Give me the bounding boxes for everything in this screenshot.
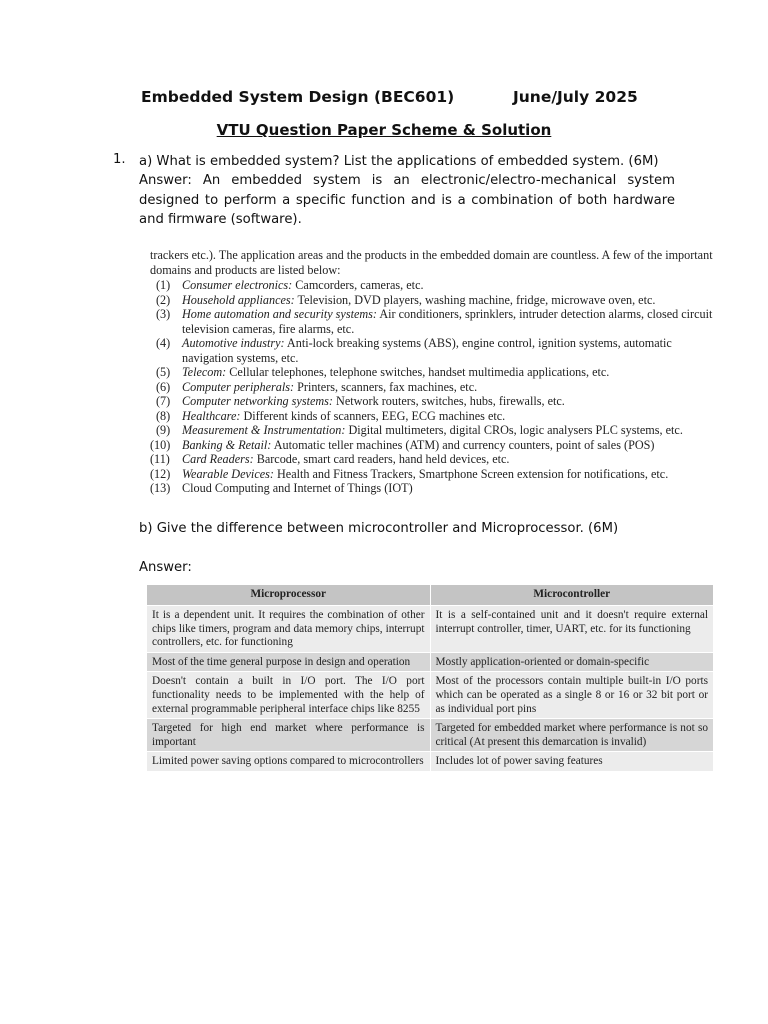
table-cell: It is a self-contained unit and it doesn't require external interrupt controller, timer, UART, etc. for its functioning — [430, 606, 714, 653]
item-examples: Cloud Computing and Internet of Things (IOT) — [182, 481, 413, 495]
table-cell: Doesn't contain a built in I/O port. The I/O port functionality needs to be implemented with the help of external programmable peripheral interface chips like 8255 — [147, 672, 431, 719]
table-row — [147, 672, 714, 719]
list-item — [150, 452, 722, 467]
table-cell: Mostly application-oriented or domain-specific — [430, 652, 714, 672]
item-examples: Printers, scanners, fax machines, etc. — [294, 379, 478, 394]
item-examples: Air conditioners, sprinklers, intruder detection alarms, closed circuit television cameras, fire alarms, etc. — [182, 307, 713, 336]
item-number: (3) — [156, 307, 171, 321]
item-domain: Measurement & Instrumentation: — [182, 423, 346, 437]
list-item — [150, 336, 722, 365]
table-cell: Targeted for embedded market where performance is not so critical (At present this demarcation is invalid) — [430, 719, 714, 752]
item-examples: Network routers, switches, hubs, firewalls, etc. — [332, 394, 565, 408]
table-cell: Targeted for high end market where performance is important — [147, 719, 431, 752]
exam-session: June/July 2025 — [513, 88, 638, 106]
item-domain: Computer peripherals: — [182, 379, 295, 394]
item-domain: Automotive industry: — [182, 336, 285, 350]
item-domain: Healthcare: — [182, 408, 241, 423]
item-domain: Card Readers: — [182, 452, 254, 466]
item-examples: Barcode, smart card readers, hand held devices, etc. — [253, 452, 510, 466]
item-number: (1) — [156, 278, 171, 292]
item-number: (12) — [150, 466, 171, 481]
list-item — [150, 307, 722, 336]
table-cell: It is a dependent unit. It requires the combination of other chips like timers, program and data memory chips, interrupt controllers, etc. for functioning — [147, 606, 431, 653]
applications-excerpt — [150, 248, 722, 496]
item-domain: Household appliances: — [182, 292, 295, 307]
answer-1b-label: Answer: — [139, 560, 192, 575]
list-item — [150, 467, 722, 482]
column-header-microcontroller: Microcontroller — [430, 585, 714, 606]
table-row — [147, 752, 714, 772]
list-item — [150, 293, 722, 308]
item-number: (5) — [156, 365, 171, 379]
item-number: (13) — [150, 481, 171, 495]
question-1a-text: a) What is embedded system? List the applications of embedded system. (6M) — [139, 154, 659, 169]
list-item — [150, 380, 722, 395]
item-examples: Different kinds of scanners, EEG, ECG machines etc. — [240, 408, 506, 423]
list-item — [150, 409, 722, 424]
item-number: (8) — [156, 408, 171, 423]
item-domain: Computer networking systems: — [182, 394, 333, 408]
list-item — [150, 278, 722, 293]
list-item — [150, 365, 722, 380]
item-number: (2) — [156, 292, 171, 307]
item-number: (7) — [156, 394, 171, 408]
list-item — [150, 438, 722, 453]
item-domain: Wearable Devices: — [182, 466, 274, 481]
item-domain: Telecom: — [182, 365, 227, 379]
item-examples: Health and Fitness Trackers, Smartphone Screen extension for notifications, etc. — [273, 466, 669, 481]
course-title: Embedded System Design (BEC601) — [141, 88, 455, 106]
item-examples: Digital multimeters, digital CROs, logic analysers PLC systems, etc. — [345, 423, 683, 437]
table-cell: Limited power saving options compared to microcontrollers — [147, 752, 431, 772]
table-row — [147, 719, 714, 752]
item-number: (6) — [156, 379, 171, 394]
question-1b-text: b) Give the difference between microcontroller and Microprocessor. (6M) — [139, 521, 619, 536]
item-examples: Television, DVD players, washing machine, fridge, microwave oven, etc. — [294, 292, 656, 307]
table-header-row — [147, 585, 714, 606]
page-subtitle: VTU Question Paper Scheme & Solution — [216, 121, 552, 139]
column-header-microprocessor: Microprocessor — [147, 585, 431, 606]
item-domain: Banking & Retail: — [182, 437, 272, 452]
item-domain: Consumer electronics: — [182, 278, 293, 292]
item-number: (4) — [156, 336, 171, 350]
item-number: (9) — [156, 423, 171, 437]
item-domain: Home automation and security systems: — [182, 307, 377, 321]
question-1a-block — [139, 152, 675, 230]
applications-intro: trackers etc.). The application areas and the products in the embedded domain are countless. A few of the important domains and products are listed below: — [150, 248, 713, 277]
table-cell: Most of the time general purpose in design and operation — [147, 652, 431, 672]
list-item — [150, 481, 722, 496]
answer-1a-text: Answer: An embedded system is an electronic/electro-mechanical system designed to perform a specific function and is a combination of both hardware and firmware (software). — [139, 173, 675, 228]
table-cell: Most of the processors contain multiple built-in I/O ports which can be operated as a single 8 or 16 or 32 bit port or as individual port pins — [430, 672, 714, 719]
applications-list — [150, 278, 722, 496]
list-item — [150, 423, 722, 438]
item-examples: Anti-lock breaking systems (ABS), engine control, ignition systems, automatic navigation systems, etc. — [182, 336, 672, 365]
table-row — [147, 606, 714, 653]
item-examples: Automatic teller machines (ATM) and currency counters, point of sales (POS) — [271, 437, 655, 452]
item-examples: Camcorders, cameras, etc. — [292, 278, 424, 292]
table-row — [147, 652, 714, 672]
item-number: (10) — [150, 437, 171, 452]
table-cell: Includes lot of power saving features — [430, 752, 714, 772]
question-number: 1. — [113, 152, 126, 167]
comparison-table — [146, 584, 714, 772]
list-item — [150, 394, 722, 409]
item-examples: Cellular telephones, telephone switches, handset multimedia applications, etc. — [226, 365, 610, 379]
item-number: (11) — [150, 452, 170, 466]
